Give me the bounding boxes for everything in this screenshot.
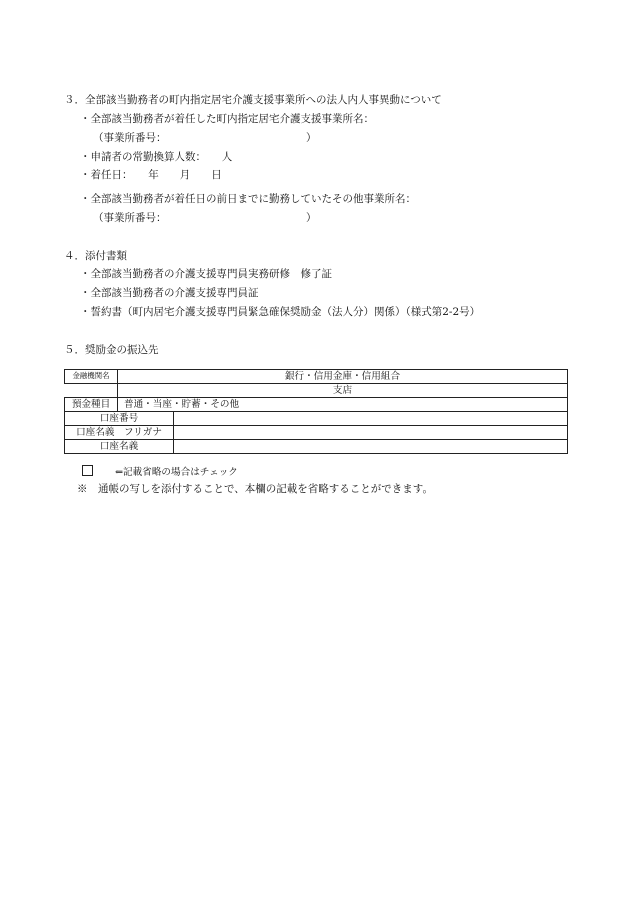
- deposit-type-field[interactable]: 普通・当座・貯蓄・その他: [118, 398, 568, 412]
- previous-office-number-label: （事業所番号：: [93, 212, 167, 224]
- deposit-type-label: 預金種目: [65, 398, 118, 412]
- table-row: [65, 370, 568, 384]
- omit-checkbox-label: ⇐記載省略の場合はチェック: [115, 467, 238, 478]
- account-name-field[interactable]: [174, 440, 568, 454]
- table-row: [65, 384, 568, 398]
- assigned-office-name-item: ・全部該当勤務者が着任した町内指定居宅介護支援事業所名：: [80, 113, 374, 125]
- omit-checkbox-row: [82, 465, 238, 479]
- attachment-item: ・全部該当勤務者の介護支援専門員証: [80, 287, 259, 299]
- empty-cell: [65, 384, 118, 398]
- branch-field[interactable]: 支店: [118, 384, 568, 398]
- bank-account-table: [64, 369, 568, 454]
- account-name-kana-field[interactable]: [174, 426, 568, 440]
- attachment-item: ・誓約書（町内居宅介護支援専門員緊急確保奨励金（法人分）関係）（様式第2-2号）: [80, 306, 481, 318]
- institution-field[interactable]: 銀行・信用金庫・信用組合: [118, 370, 568, 384]
- table-row: [65, 440, 568, 454]
- account-number-field[interactable]: [174, 412, 568, 426]
- table-row: [65, 398, 568, 412]
- assignment-date-item: ・着任日： 年 月 日: [80, 169, 222, 181]
- office-number-close-paren: ）: [306, 132, 317, 144]
- attachment-item: ・全部該当勤務者の介護支援専門員実務研修 修了証: [80, 268, 332, 280]
- account-name-label: 口座名義: [65, 440, 174, 454]
- institution-label: 金融機関名: [65, 370, 118, 384]
- section-4-heading: ４．添付書類: [64, 250, 127, 262]
- omission-note: ※ 通帳の写しを添付することで、本欄の記載を省略することができます。: [77, 483, 433, 495]
- account-number-label: 口座番号: [65, 412, 174, 426]
- account-name-kana-label: 口座名義 フリガナ: [65, 426, 174, 440]
- table-row: [65, 412, 568, 426]
- table-row: [65, 426, 568, 440]
- office-number-label: （事業所番号：: [93, 132, 167, 144]
- fte-count-item: ・申請者の常勤換算人数： 人: [80, 151, 233, 163]
- previous-office-name-item: ・全部該当勤務者が着任日の前日までに勤務していたその他事業所名：: [80, 193, 416, 205]
- section-5-heading: ５．奨励金の振込先: [64, 344, 159, 356]
- section-3-heading: ３．全部該当勤務者の町内指定居宅介護支援事業所への法人内人事異動について: [64, 94, 442, 106]
- previous-office-number-close-paren: ）: [306, 212, 317, 224]
- omit-checkbox[interactable]: [82, 465, 93, 476]
